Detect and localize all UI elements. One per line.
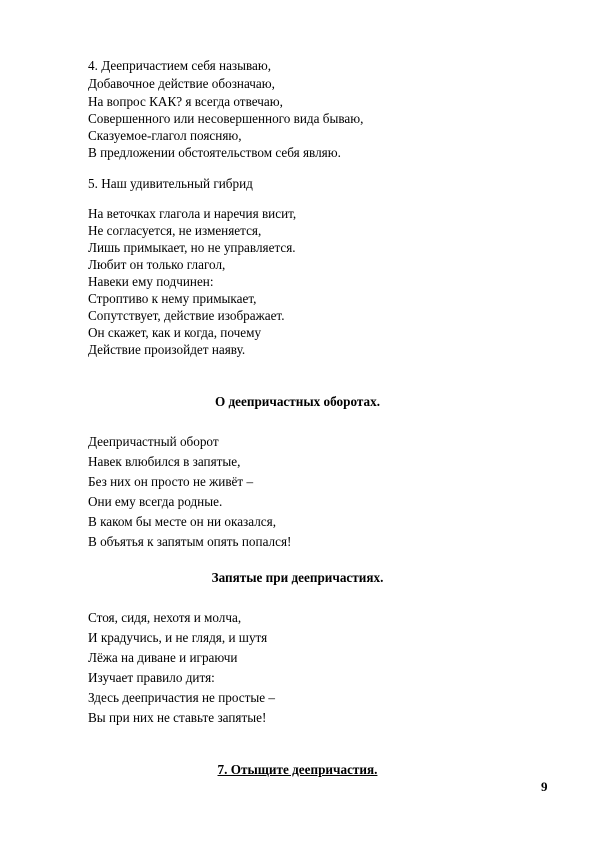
section-7-title: 7. Отыщите деепричастия.	[217, 762, 378, 777]
poem-line: Они ему всегда родные.	[88, 494, 223, 509]
poem-line: В каком бы месте он ни оказался,	[88, 514, 277, 529]
poem-line: Навек влюбился в запятые,	[88, 454, 241, 469]
poem-line: Изучает правило дитя:	[88, 670, 215, 685]
poem-line: В объятья к запятым опять попался!	[88, 534, 292, 549]
poem-line: Совершенного или несовершенного вида бываю,	[88, 111, 364, 126]
poem-line: Без них он просто не живёт –	[88, 474, 254, 489]
poem-line: Любит он только глагол,	[88, 257, 226, 272]
poem-line: Деепричастный оборот	[88, 434, 219, 449]
section-5-title: 5. Наш удивительный гибрид	[88, 176, 253, 191]
section-heading-zapyatye: Запятые при деепричастиях.	[211, 570, 384, 585]
poem-line: Не согласуется, не изменяется,	[88, 223, 262, 238]
poem-line: И крадучись, и не глядя, и шутя	[88, 630, 268, 645]
poem-line: Навеки ему подчинен:	[88, 274, 214, 289]
poem-line: На вопрос КАК? я всегда отвечаю,	[88, 94, 283, 109]
poem-line: Действие произойдет наяву.	[88, 342, 246, 357]
poem-line: Здесь деепричастия не простые –	[88, 690, 275, 705]
poem-line: Сопутствует, действие изображает.	[88, 308, 285, 323]
poem-line: Сказуемое-глагол поясняю,	[88, 128, 242, 143]
poem-line: 4. Деепричастием себя называю,	[88, 58, 272, 73]
poem-line: Стоя, сидя, нехотя и молча,	[88, 610, 242, 625]
poem-line: Лишь примыкает, но не управляется.	[88, 240, 296, 255]
section-heading-oboroty: О деепричастных оборотах.	[214, 394, 381, 409]
poem-line: Добавочное действие обозначаю,	[88, 76, 275, 91]
poem-line: Строптиво к нему примыкает,	[88, 291, 257, 306]
poem-line: Лёжа на диване и играючи	[88, 650, 238, 665]
poem-line: Он скажет, как и когда, почему	[88, 325, 262, 340]
page-number: 9	[541, 779, 548, 794]
section-7-heading	[0, 762, 595, 778]
poem-line: Вы при них не ставьте запятые!	[88, 710, 267, 725]
poem-line: В предложении обстоятельством себя являю.	[88, 145, 341, 160]
poem-line: На веточках глагола и наречия висит,	[88, 206, 297, 221]
